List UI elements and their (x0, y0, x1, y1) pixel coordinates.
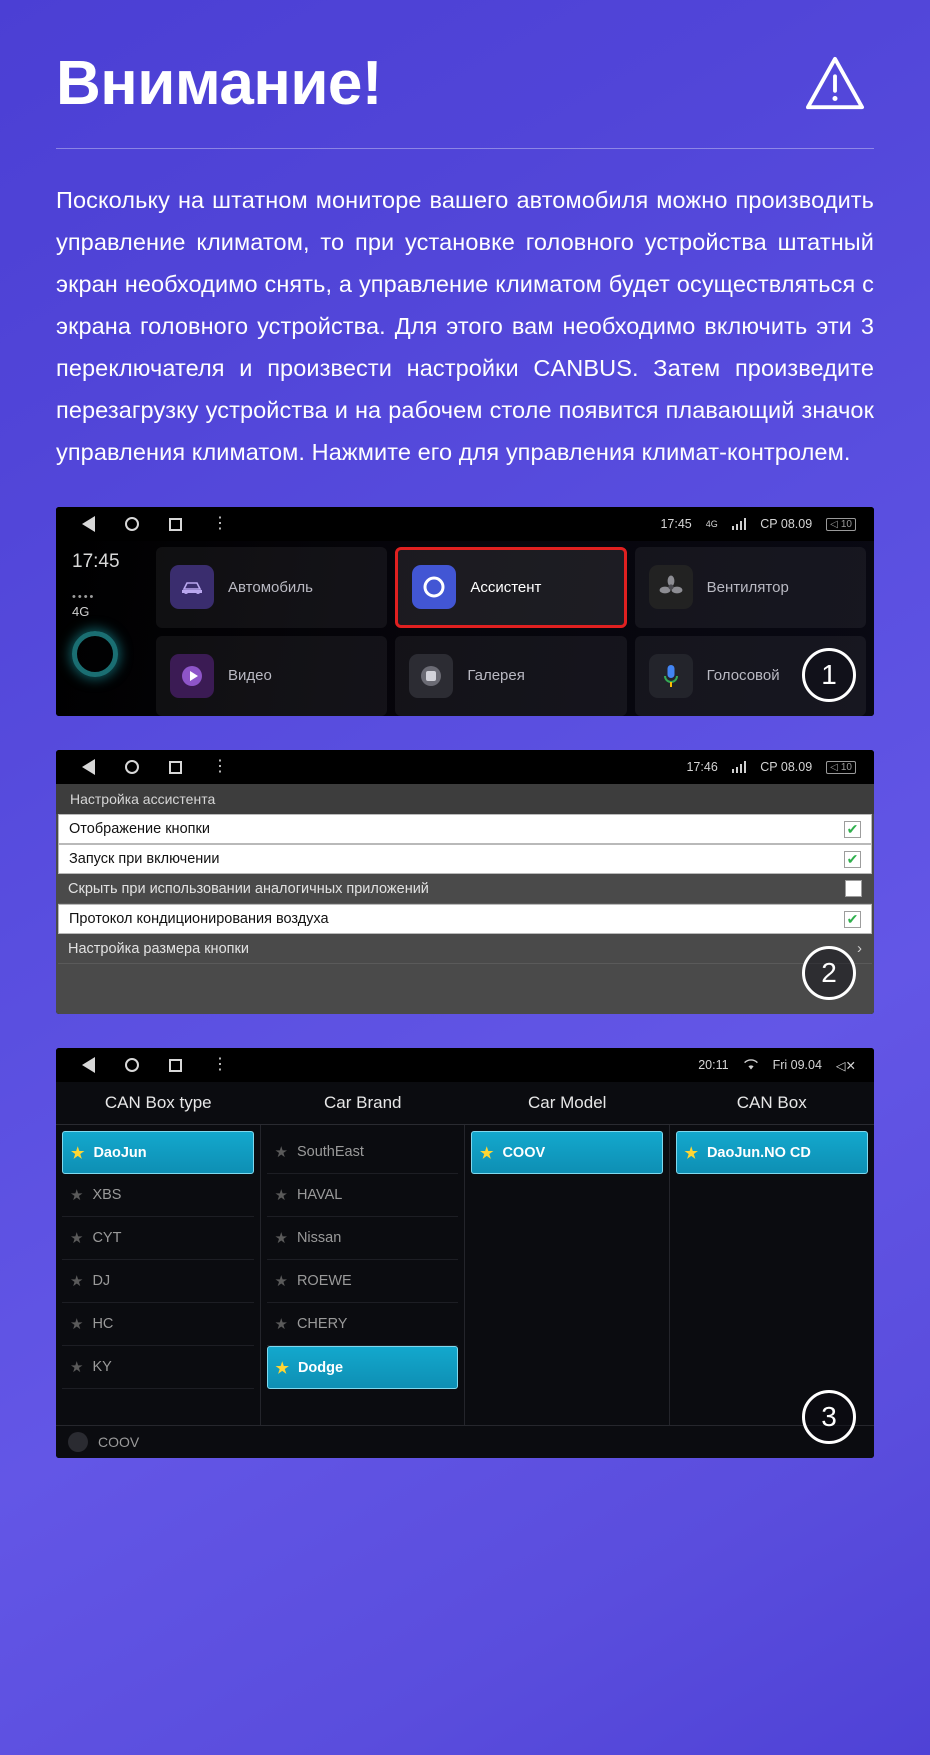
list-item-label: ROEWE (296, 1273, 352, 1290)
home-icon[interactable] (125, 517, 139, 531)
statusbar-date-2: CP 08.09 (760, 760, 813, 775)
tile-label: Голосовой (706, 667, 780, 685)
launcher-screen (56, 541, 874, 716)
header-can-box-type: CAN Box type (104, 1093, 212, 1113)
back-icon[interactable] (82, 1057, 95, 1073)
list-item-label: SouthEast (296, 1144, 364, 1161)
list-item[interactable] (267, 1303, 459, 1346)
screenshot-canbox (56, 1048, 874, 1458)
tile-label: Вентилятор (706, 578, 789, 596)
tile-label: Видео (228, 667, 272, 685)
warning-triangle-icon (804, 55, 866, 113)
star-icon: ★ (274, 1144, 288, 1162)
car-icon (170, 565, 214, 609)
signal-icon-2 (732, 761, 747, 773)
tile-car[interactable] (156, 547, 387, 628)
canbox-footer-label: COOV (98, 1434, 140, 1451)
list-item[interactable] (62, 1346, 254, 1389)
assistant-ring-icon[interactable] (72, 631, 118, 677)
list-item[interactable] (267, 1131, 459, 1174)
home-icon[interactable] (125, 760, 139, 774)
list-item[interactable] (676, 1131, 869, 1174)
canbox-column-headers (56, 1082, 874, 1125)
battery-icon-2: ◁ 10 (826, 761, 856, 774)
setting-label: Скрыть при использовании аналогичных приложений (68, 880, 429, 897)
column-car-model (465, 1125, 670, 1425)
gallery-icon (409, 654, 453, 698)
settings-list (56, 814, 874, 1014)
statusbar-date-3: Fri 09.04 (772, 1058, 822, 1073)
setting-label: Настройка размера кнопки (68, 940, 249, 957)
canbox-columns (56, 1125, 874, 1425)
list-item-label: CHERY (296, 1316, 348, 1333)
list-item[interactable] (62, 1131, 254, 1174)
list-item-label: DJ (92, 1273, 111, 1290)
list-item[interactable] (62, 1217, 254, 1260)
header (56, 0, 874, 118)
star-icon: ★ (70, 1316, 84, 1334)
statusbar-1 (56, 507, 874, 541)
tile-assistant[interactable] (395, 547, 626, 628)
setting-row-autostart[interactable] (58, 844, 872, 874)
list-item-label: HAVAL (296, 1187, 343, 1204)
signal-dots: •••• (72, 591, 96, 604)
wifi-icon (743, 1059, 759, 1071)
launcher-network-label: 4G (72, 604, 90, 620)
star-icon: ★ (274, 1230, 288, 1248)
statusbar-network-1: 4G (705, 519, 718, 530)
setting-row-ac-protocol[interactable] (58, 904, 872, 934)
column-can-box-type (56, 1125, 261, 1425)
star-icon: ★ (71, 1144, 85, 1162)
tile-fan[interactable] (635, 547, 866, 628)
setting-label: Отображение кнопки (69, 821, 210, 838)
star-icon: ★ (274, 1273, 288, 1291)
launcher-clock: 17:45 (72, 551, 120, 573)
statusbar-time-2: 17:46 (686, 760, 718, 775)
star-icon: ★ (70, 1230, 84, 1248)
list-item-label: CYT (92, 1230, 122, 1247)
list-item-label: HC (92, 1316, 114, 1333)
column-can-box (670, 1125, 875, 1425)
list-item-label: KY (92, 1359, 112, 1376)
list-item-label: DaoJun.NO CD (706, 1144, 811, 1161)
star-icon: ★ (684, 1144, 698, 1162)
checkbox-hide-similar[interactable] (845, 880, 862, 897)
overflow-menu-icon[interactable]: ⋮ (212, 1056, 228, 1074)
back-icon[interactable] (82, 516, 95, 532)
header-can-box: CAN Box (736, 1093, 807, 1113)
star-icon: ★ (70, 1187, 84, 1205)
checkbox-autostart[interactable]: ✔ (844, 851, 861, 868)
canbox-footer (56, 1425, 874, 1458)
tile-label: Галерея (467, 667, 525, 685)
list-item-label: Dodge (297, 1359, 344, 1376)
overflow-menu-icon[interactable]: ⋮ (212, 758, 228, 776)
body-paragraph: Поскольку на штатном мониторе вашего автомобиля можно производить управление климатом, то при установке головного устройства штатный экран необходимо снять, а управление климатом будет осуществляться с экрана головного устройства. Для этого вам необходимо включить эти 3 переключателя и произвести настройки CANBUS. Затем произведите перезагрузку устройства и на рабочем столе появится плавающий значок управления климатом. Нажмите его для управления климат-контролем. (56, 187, 874, 466)
tile-label: Ассистент (470, 578, 542, 596)
signal-icon-1 (732, 518, 747, 530)
statusbar-2 (56, 750, 874, 784)
star-icon: ★ (274, 1316, 288, 1334)
overflow-menu-icon[interactable]: ⋮ (212, 515, 228, 533)
recents-icon[interactable] (169, 518, 182, 531)
statusbar-time-3: 20:11 (698, 1058, 729, 1073)
home-icon[interactable] (125, 1058, 139, 1072)
list-item[interactable] (267, 1260, 459, 1303)
setting-row-button-size[interactable] (58, 934, 872, 964)
list-item-label: Nissan (296, 1230, 342, 1247)
statusbar-time-1: 17:45 (660, 517, 692, 532)
star-icon: ★ (70, 1359, 84, 1377)
list-item-label: COOV (502, 1144, 546, 1161)
setting-row-show-button[interactable] (58, 814, 872, 844)
header-car-brand: Car Brand (324, 1093, 402, 1113)
battery-icon-1: ◁ 10 (826, 518, 856, 531)
list-item[interactable] (62, 1303, 254, 1346)
list-item[interactable] (62, 1174, 254, 1217)
statusbar-3 (56, 1048, 874, 1082)
setting-label: Протокол кондиционирования воздуха (69, 911, 329, 928)
mute-icon: ◁✕ (835, 1058, 856, 1073)
tile-label: Автомобиль (228, 578, 313, 596)
back-icon[interactable] (82, 759, 95, 775)
video-icon (170, 654, 214, 698)
assistant-icon (412, 565, 456, 609)
microphone-icon (649, 654, 693, 698)
list-item[interactable] (62, 1260, 254, 1303)
recents-icon[interactable] (169, 1059, 182, 1072)
header-car-model: Car Model (528, 1093, 607, 1113)
star-icon: ★ (275, 1359, 289, 1377)
setting-row-hide-similar[interactable] (58, 874, 872, 904)
fan-icon (649, 565, 693, 609)
launcher-tiles (154, 541, 874, 716)
list-item[interactable] (267, 1346, 459, 1389)
header-divider (56, 148, 874, 149)
recents-icon[interactable] (169, 761, 182, 774)
settings-section-title: Настройка ассистента (56, 784, 874, 814)
tile-gallery[interactable] (395, 636, 626, 717)
step-badge-1: 1 (802, 648, 856, 702)
star-icon: ★ (70, 1273, 84, 1291)
statusbar-date-1: CP 08.09 (760, 517, 813, 532)
star-icon: ★ (274, 1187, 288, 1205)
step-badge-3: 3 (802, 1390, 856, 1444)
list-item[interactable] (267, 1217, 459, 1260)
status-circle-icon (68, 1432, 88, 1452)
page-title: Внимание! (56, 49, 383, 118)
star-icon: ★ (480, 1144, 494, 1162)
column-car-brand (261, 1125, 466, 1425)
list-item[interactable] (471, 1131, 663, 1174)
list-item[interactable] (267, 1174, 459, 1217)
screenshot-launcher (56, 507, 874, 716)
list-item-label: DaoJun (93, 1144, 147, 1161)
chevron-right-icon: › (857, 940, 862, 958)
launcher-sidebar (56, 541, 154, 716)
tile-video[interactable] (156, 636, 387, 717)
screenshot-assistant-settings (56, 750, 874, 1014)
step-badge-2: 2 (802, 946, 856, 1000)
canbox-screen (56, 1082, 874, 1458)
checkbox-show-button[interactable]: ✔ (844, 821, 861, 838)
checkbox-ac-protocol[interactable]: ✔ (844, 911, 861, 928)
list-item-label: XBS (92, 1187, 122, 1204)
setting-label: Запуск при включении (69, 851, 220, 868)
